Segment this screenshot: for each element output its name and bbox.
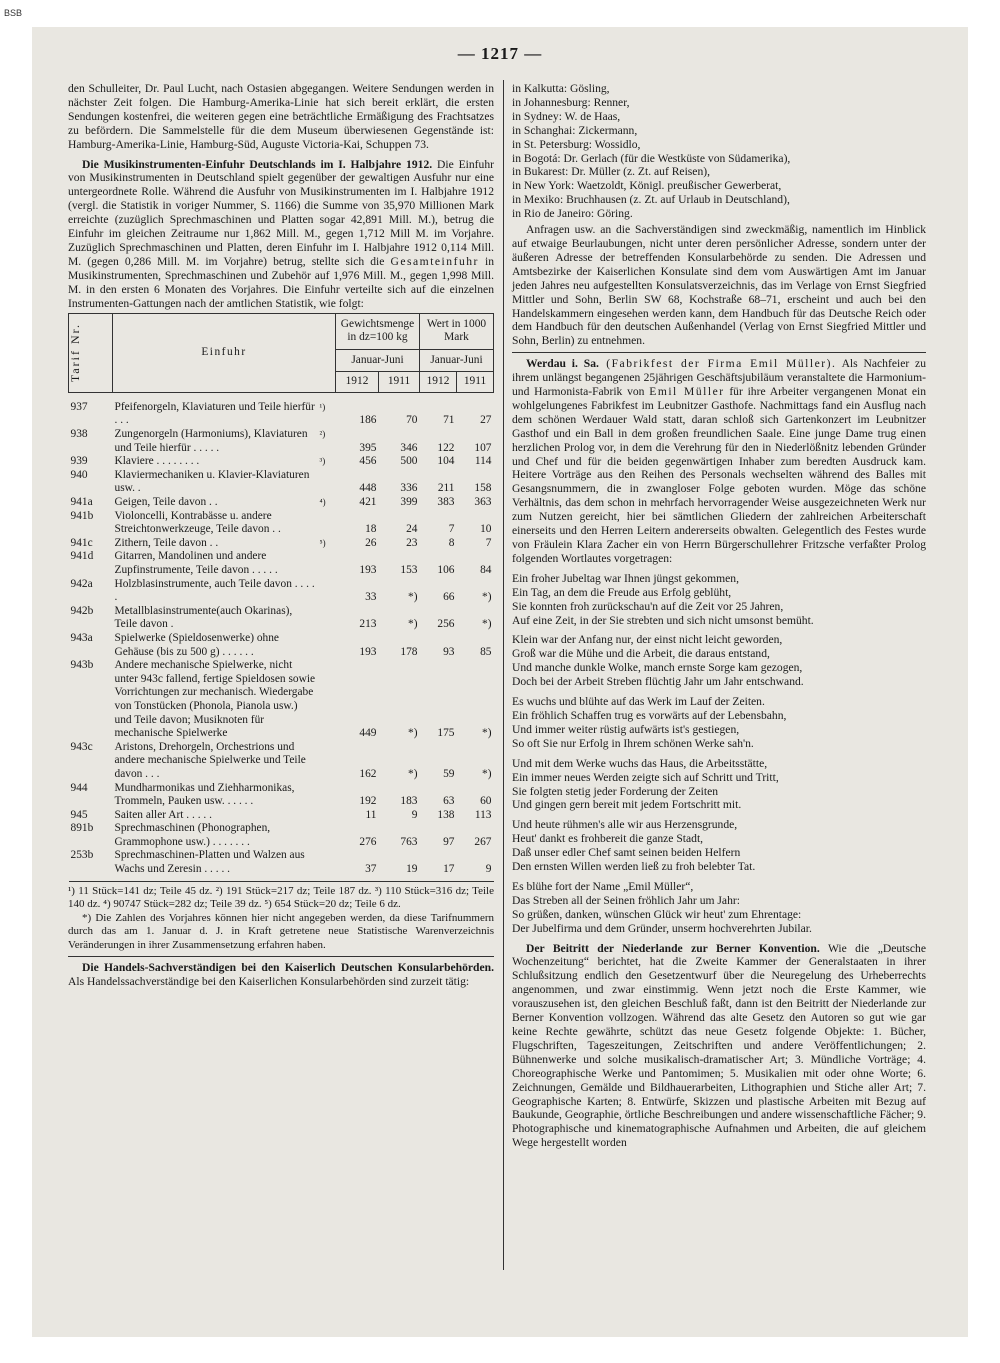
item-name: Klaviere . . . . . . . . — [114, 455, 200, 468]
item-name: Zungenorgeln (Harmoniums), Klaviaturen und Teile hierfür . . . . . — [114, 428, 308, 454]
poem-line: So grüßen, danken, wünschen Glück wir heut' zum Ehrentage: — [512, 907, 802, 921]
right-column — [512, 82, 926, 1150]
table-row — [69, 809, 494, 823]
einfuhr-text-a: Die Einfuhr von Musikinstrumenten in Deutschland spielt gegenüber der gewaltigen Ausfuhr nur eine untergeordnete Rolle. Während die Ausfuhr von Musikinstrumenten im I. Halbjahre 1912 (vergl. die Statistik in voriger Nummer, S. 1166) die Summe von 35,970 Millionen Mark erreichte (zuzüglich Sprechmaschinen und Platten sogar 42,891 Mill. M.), betrug die Einfuhr im gleichen Zeitraume nur 1,862 Mill. M., gegen 1,712 Mill M. im Vorjahre. Zuzüglich Sprechmaschinen und Platten, deren Einfuhr im I. Halbjahre 1912 0,114 Mill. M. (gegen 0,286 Mill. M. im Vorjahre) betrug, stellte sich die — [68, 157, 495, 268]
poem-line: Ein Tag, an dem die Freude aus Erfolg geblüht, — [512, 585, 732, 599]
anfragen-paragraph: Anfragen usw. an die Sachverständigen sind zweckmäßig, namentlich im Hinblick auf etwaige Beurlaubungen, nicht unter deren persönlicher Adresse, sondern unter der äußeren Adresse der betreffenden Konsularbehörde zu senden. Die Adressen und Amtsbezirke der Kaiserlichen Konsulate sind dem vom Auswärtigen Amt im Januar jeden Jahres neu aufgestellten Konsulatsverzeichnis, das im Verlage von Ernst Siegfried Mittler und Sohn, Berlin SW 68, Kochstraße 68–71, erscheint und auch bei den Handelskammern eingesehen werden kann, dem Handbuch für das Deutsche Reich oder dem Handbuch für den deutschen Außenhandel (Verlag von Ernst Siegfried Mittler und Sohn, Berlin) zu entnehmen. — [512, 223, 926, 348]
werdau-sub: (Fabrikfest der Firma Emil Müller). — [598, 357, 837, 371]
einfuhr-spaced: Gesamteinfuhr — [390, 254, 479, 268]
city-entry: in Mexiko: Bruchhausen (z. Zt. auf Urlaub in Deutschland), — [512, 193, 790, 207]
table-row — [69, 605, 494, 632]
poem-stanza — [512, 818, 926, 874]
table-row — [69, 782, 494, 809]
gewicht-1911: 763 — [400, 835, 418, 848]
gewicht-1911: 500 — [400, 455, 418, 468]
wert-1911: 267 — [474, 835, 492, 848]
museum-paragraph: den Schulleiter, Dr. Paul Lucht, nach Ostasien abgegangen. Weitere Sendungen werden in nächster Zeit folgen. Die Hamburg-Amerika-Linie hat sich bereit erklärt, die ersten Sendungen kostenfrei, die weiteren gegen eine beträchtliche Ermäßigung des Frachtsatzes zu befördern. Die Sammelstelle für die dem Museum überwiesenen Gegenstände ist: Hamburg-Amerika-Linie, Hamburg-Süd, Auguste Victoria-Kai, Schuppen 73. — [68, 82, 494, 151]
tarif-nr: 940 — [70, 468, 88, 481]
tarif-nr: 891b — [70, 822, 94, 835]
tarif-nr: 942a — [70, 577, 93, 590]
city-entry: in Schanghai: Zickermann, — [512, 123, 638, 137]
city-entry: in Johannesburg: Renner, — [512, 95, 630, 109]
table-row — [69, 469, 494, 496]
city-entry: in Bukarest: Dr. Müller (z. Zt. auf Reisen), — [512, 165, 711, 179]
gewicht-1911: 23 — [406, 536, 418, 549]
city-entry: in Bogotá: Dr. Gerlach (für die Westküste von Südamerika), — [512, 151, 791, 165]
poem-line: Und mit dem Werke wuchs das Haus, die Arbeitsstätte, — [512, 756, 768, 770]
table-row — [69, 392, 494, 428]
table-row — [69, 741, 494, 782]
table-row — [69, 659, 494, 741]
poem-line: Daß unser edler Chef samt seinen beiden Helfern — [512, 846, 741, 860]
gewicht-1911: 24 — [406, 523, 418, 536]
table-row — [69, 632, 494, 659]
berner-text: Wie die „Deutsche Wochenzeitung“ berichtet, hat die Zweite Kammer der Generalstaaten in ihrer Schlußsitzung endlich den Gesetzentwurf über die Neuregelung des Urheberrechts angenommen, und zwar einstimmig. Wenn jetzt noch die Erste Kammer, wie vorauszusehen ist, den gleichen Beschluß faßt, dann ist den Beitritt der Niederlande zur Berner Konvention vollzogen. Während das alte Gesetz den Autoren so gut wie gar keine Rechte gewährte, schützt das neue Gesetz folgende Objekte: 1. Bücher, Flugschriften, Tageszeitungen, Zeitschriften und andere Veröffentlichungen; 2. Bühnenwerke und solche musikalisch-dramatischer Art; 3. Mündliche Vorträge; 4. Choreographische Werke und Pantomimen; 5. Musikalien mit oder ohne Worte; 6. Zeichnungen, Gemälde und Bildhauerarbeiten, Lithographien und Stiche aller Art; 7. Geographische Karten; 8. Entwürfe, Skizzen und plastische Arbeiten mit Bezug auf Baukunde, Geographie, örtliche Beschreibungen und andere wissenschaftliche Fächer; 9. Photographische und kinematographische Aufnahmen und Arbeiten, die auf gleichem Wege hergestellt worden — [512, 941, 926, 1150]
wert-1911: 107 — [474, 441, 492, 454]
footnote-mark — [318, 632, 336, 659]
footnote-mark: ²) — [319, 429, 326, 440]
city-entry: in Kalkutta: Gösling, — [512, 82, 610, 95]
gewicht-1912: 213 — [359, 618, 377, 631]
tarif-nr: 941c — [70, 536, 93, 549]
footnote-mark: ¹) — [319, 401, 326, 412]
tarif-nr: 945 — [70, 808, 88, 821]
item-name: Sprechmaschinen (Phonographen, Grammophone usw.) . . . . . . . — [114, 822, 271, 848]
wert-1912: 71 — [443, 414, 455, 427]
gewicht-1911: 399 — [400, 496, 418, 509]
gewicht-1911: 178 — [400, 645, 418, 658]
table-row — [69, 849, 494, 881]
poem-line: Und gingen gern bereit mit jedem Fortschritt mit. — [512, 798, 742, 812]
footnote-mark — [318, 605, 336, 632]
tarif-nr: 941d — [70, 550, 94, 563]
gewicht-1911: 183 — [400, 795, 418, 808]
werdau-text-b: für ihre Arbeiter vergangenen Monat ein wohlgelungenes Fabrikfest im Leubnitzer Gasthofe. Nachmittags fand ein Ausflug nach dem schönen Werdauer Wald statt, daran schloß sich Gartenkonzert im Leubnitzer Gasthof und ein Ball in dem großen freundlichen Saale. Eine junge Dame trug einen herzlichen Prolog vor, in dem die Verehrung für den in Niederlößnitz lebenden Gründer und Chef und für die beiden gegenwärtigen Inhaber zum beredten Ausdruck kam. Heitere Vorträge aus den Reihen des Personals wechselten während des Balles mit Gesangsnummern, die in zwangloser Folge geboten wurden. Möge das schöne Verhältnis, das dem schon in mehrfach hervorragender Weise ausgezeichneten Werk nur zum Nutzen gereicht, hier bei sämtlichen Gliedern der zahlreichen Arbeiterschaft einerseits und den Herren Leitern andererseits obwalten. Gelegentlich des Festes wurde von Fräulein Klara Zacher ein von Herrn Bürgerschullehrer Fritzsche verfaßter Prolog folgenden Wortlautes vorgetragen: — [512, 385, 926, 565]
wert-1912: 104 — [437, 455, 455, 468]
poem-line: Doch bei der Arbeit Streben flüchtig Jahr um Jahr entschwand. — [512, 675, 804, 689]
city-entry: in Sydney: W. de Haas, — [512, 109, 621, 123]
footnote-mark — [318, 510, 336, 537]
wert-1911: 7 — [485, 536, 492, 549]
gewicht-1912: 193 — [359, 564, 377, 576]
item-name: Metallblasinstrumente(auch Okarinas), Teile davon . — [114, 604, 293, 631]
wert-1911: 114 — [474, 455, 492, 468]
werdau-paragraph — [512, 357, 926, 566]
city-entry: in St. Petersburg: Wossidlo, — [512, 137, 641, 151]
wert-1912: 17 — [420, 849, 457, 881]
table-row — [69, 550, 494, 577]
wert-1912: 7 — [448, 523, 455, 536]
item-name: Klaviermechaniken u. Klavier-Klaviaturen usw. . — [114, 468, 310, 495]
th-gewicht: Gewichtsmenge in dz=100 kg — [336, 313, 420, 349]
wert-1912: 66 — [443, 591, 455, 604]
import-table — [68, 313, 494, 882]
wert-1912: 97 — [443, 835, 455, 848]
wert-1912: 106 — [437, 564, 455, 576]
werdau-text-a: Als Nachfeier zu ihrem unlängst begangenen 25jährigen Geschäftsjubiläum veranstaltete die Harmonium- und Harmonista-Fabrik von — [512, 357, 926, 399]
item-name: Gitarren, Mandolinen und andere Zupfinstrumente, Teile davon . . . . . — [114, 550, 278, 576]
wert-1911: 84 — [480, 564, 492, 576]
tarif-nr: 937 — [70, 400, 88, 413]
handels-paragraph — [68, 961, 494, 989]
th-einfuhr: Einfuhr — [113, 313, 336, 392]
gewicht-1911: *) — [408, 767, 418, 780]
tarif-nr: 943a — [70, 631, 93, 644]
item-name: Spielwerke (Spieldosenwerke) ohne Gehäuse (bis zu 500 g) . . . . . . — [114, 631, 279, 658]
city-list — [512, 82, 926, 221]
tarif-nr: 938 — [70, 428, 88, 441]
gewicht-1912: 193 — [359, 645, 377, 658]
footnote-mark — [318, 741, 336, 782]
gewicht-1912: 162 — [359, 767, 377, 780]
handels-title: Die Handels-Sachverständigen bei den Kaiserlich Deutschen Konsularbehörden. — [82, 961, 494, 975]
gewicht-1911: 346 — [400, 441, 418, 454]
tarif-nr: 943b — [70, 659, 94, 672]
poem-line: Es wuchs und blühte auf das Werk im Lauf der Zeiten. — [512, 695, 765, 709]
poem-line: Der Jubelfirma und dem Gründer, unserm hochverehrten Jubilar. — [512, 921, 812, 935]
poem-stanza — [512, 757, 926, 813]
gewicht-1912: 37 — [336, 849, 379, 881]
item-name: Andere mechanische Spielwerke, nicht unter 943c fallend, fertige Spieldosen sowie Vorrichtungen zur mechanisch. Wiedergabe von Tonstücken (Phonola, Pianola usw.) und Teile davon; Musiknoten für mechanische Spielwerke — [114, 659, 316, 740]
handels-text: Als Handelssachverständige bei den Kaiserlichen Konsularbehörden sind zurzeit tätig: — [68, 975, 470, 989]
item-name: Violoncelli, Kontrabässe u. andere Streichtonwerkzeuge, Teile davon . . — [114, 509, 281, 536]
wert-1912: 8 — [448, 536, 455, 549]
wert-1911: 85 — [480, 645, 492, 658]
poem-line: Und immer weiter rüstig aufwärts ist's gestiegen, — [512, 722, 740, 736]
einfuhr-text-b: in Musikinstrumenten, Sprechmaschinen und Zubehör auf 1,976 Mill. M., gegen 1,998 Mill. M. in den ersten 6 Monaten des Vorjahres. Die Einfuhr verteilte sich auf die einzelnen Instrumenten-Gattungen nach der amtlichen Statistik, wie folgt: — [68, 254, 495, 310]
tarif-nr: 941a — [70, 496, 93, 509]
gewicht-1911: 153 — [400, 564, 418, 576]
item-name: Mundharmonikas und Ziehharmonikas, Trommeln, Pauken usw. . . . . . — [114, 781, 295, 808]
poem-line: Den ernsten Willen werden ließ zu froh belebter Tat. — [512, 860, 756, 874]
table-row — [69, 496, 494, 510]
tarif-nr: 944 — [70, 781, 88, 794]
poem-line: Und heute rühmen's alle wir aus Herzensgrunde, — [512, 818, 738, 832]
wert-1911: *) — [482, 727, 492, 740]
gewicht-1912: 449 — [359, 727, 377, 740]
berner-title: Der Beitritt der Niederlande zur Berner Konvention. — [526, 941, 820, 955]
werdau-title: Werdau i. Sa. — [526, 357, 599, 371]
einfuhr-paragraph — [68, 158, 494, 311]
poem-line: Heut' dankt es frohbereit die ganze Stadt, — [512, 832, 704, 846]
wert-1912: 122 — [437, 441, 455, 454]
th-period-w: Januar-Juni — [420, 349, 494, 372]
th-w-1911: 1911 — [457, 372, 494, 393]
poem-stanza — [512, 695, 926, 751]
table-row — [69, 537, 494, 551]
wert-1912: 59 — [443, 767, 455, 780]
poem-line: Ein froher Jubeltag war Ihnen jüngst gekommen, — [512, 571, 739, 585]
gewicht-1912: 18 — [365, 523, 377, 536]
item-name: Geigen, Teile davon . . — [114, 496, 218, 509]
gewicht-1911: 9 — [411, 808, 418, 821]
gewicht-1911: 19 — [379, 849, 420, 881]
footnotes: ¹) 11 Stück=141 dz; Teile 45 dz. ²) 191 Stück=217 dz; Teile 187 dz. ³) 110 Stück=316 dz; Teile 140 dz. ⁴) 90747 Stück=282 dz; Teile 39 dz. ⁵) 654 Stück=20 dz; Teile 6 dz. — [68, 884, 494, 911]
werdau-name: Emil Müller — [649, 385, 725, 399]
tarif-nr: 942b — [70, 604, 94, 617]
tarif-nr: 939 — [70, 455, 88, 468]
table-row — [69, 822, 494, 849]
poem-stanza — [512, 633, 926, 689]
gewicht-1912: 421 — [359, 496, 377, 509]
wert-1911: 9 — [457, 849, 494, 881]
th-w-1912: 1912 — [420, 372, 457, 393]
wert-1911: 60 — [480, 795, 492, 808]
poem-line: Groß war die Mühe und die Arbeit, die daraus entstand, — [512, 647, 770, 661]
footnote-mark — [318, 578, 336, 605]
wert-1912: 138 — [437, 808, 455, 821]
page-number: — 1217 — — [457, 44, 543, 63]
library-mark: BSB — [4, 8, 23, 18]
poem-line: Ein fröhlich Schaffen trug es vorwärts auf der Lebensbahn, — [512, 708, 787, 722]
poem-line: So oft Sie nur Erfolg in Ihrem schönen Werke sah'n. — [512, 736, 754, 750]
footnote-mark — [318, 849, 336, 881]
gewicht-1912: 192 — [359, 795, 377, 808]
footnote-mark — [318, 550, 336, 577]
gewicht-1912: 276 — [359, 835, 377, 848]
wert-1911: 158 — [474, 482, 492, 495]
prolog-poem — [512, 572, 926, 936]
wert-1912: 63 — [443, 795, 455, 808]
th-period-g: Januar-Juni — [336, 349, 420, 372]
footnote-mark: ⁴) — [319, 497, 326, 508]
wert-1912: 256 — [437, 618, 455, 631]
footnote-star: *) Die Zahlen des Vorjahres können hier nicht angegeben werden, da diese Tarifnummern durch das am 1. Januar d. J. in Kraft getretene neue Statistische Warenverzeichnis Veränderungen in ihrer Zusammensetzung erfahren haben. — [68, 911, 494, 951]
th-g-1912: 1912 — [336, 372, 379, 393]
poem-line: Und manche dunkle Wolke, manch ernste Sorge kam gezogen, — [512, 661, 803, 675]
footnote-mark — [318, 469, 336, 496]
wert-1911: *) — [482, 618, 492, 631]
wert-1912: 211 — [437, 482, 455, 495]
footnote-mark — [318, 822, 336, 849]
table-row — [69, 578, 494, 605]
item-name: Pfeifenorgeln, Klaviaturen und Teile hierfür . . . — [114, 400, 315, 427]
gewicht-1912: 456 — [359, 455, 377, 468]
item-name: Holzblasinstrumente, auch Teile davon . . . . . — [114, 577, 315, 604]
city-entry: in Rio de Janeiro: Göring. — [512, 207, 633, 221]
poem-line: Das Streben all der Seinen fröhlich Jahr um Jahr: — [512, 893, 740, 907]
wert-1912: 383 — [437, 496, 455, 509]
tarif-nr: 253b — [69, 849, 113, 881]
wert-1911: 27 — [480, 414, 492, 427]
table-row — [69, 455, 494, 469]
wert-1912: 175 — [437, 727, 455, 740]
item-name: Aristons, Drehorgeln, Orchestrions und andere mechanische Spielwerke und Teile davon . . . — [114, 740, 306, 780]
poem-line: Ein immer neues Werden zeigte sich auf Schritt und Tritt, — [512, 770, 779, 784]
gewicht-1911: *) — [408, 591, 418, 604]
item-name: Saiten aller Art . . . . . — [114, 808, 212, 821]
poem-stanza — [512, 880, 926, 936]
left-column — [68, 82, 494, 989]
footnote-mark: ³) — [319, 456, 326, 467]
poem-line: Es blühe fort der Name „Emil Müller“, — [512, 879, 694, 893]
tarif-nr: 943c — [70, 740, 93, 753]
gewicht-1912: 448 — [359, 482, 377, 495]
table-row — [69, 428, 494, 455]
gewicht-1911: 70 — [406, 414, 418, 427]
wert-1911: 10 — [480, 523, 492, 536]
footnote-mark: ⁵) — [319, 537, 326, 548]
gewicht-1912: 186 — [359, 414, 377, 427]
gewicht-1912: 26 — [365, 536, 377, 549]
gewicht-1911: *) — [408, 618, 418, 631]
tarif-nr: 941b — [70, 509, 94, 522]
section-rule — [68, 956, 494, 957]
section-rule-2 — [512, 352, 926, 353]
poem-line: Klein war der Anfang nur, der einst nicht leicht geworden, — [512, 633, 783, 647]
einfuhr-title: Die Musikinstrumenten-Einfuhr Deutschlands im I. Halbjahre 1912. — [82, 157, 433, 171]
column-divider — [503, 80, 504, 1270]
item-name: Zithern, Teile davon . . — [114, 536, 219, 549]
wert-1911: 113 — [474, 808, 492, 821]
th-g-1911: 1911 — [379, 372, 420, 393]
wert-1911: *) — [482, 767, 492, 780]
wert-1911: 363 — [474, 496, 492, 509]
poem-line: Auf eine Zeit, in der Sie strebten und sich nicht umsonst bemüht. — [512, 613, 814, 627]
gewicht-1912: 33 — [365, 591, 377, 604]
poem-stanza — [512, 572, 926, 628]
wert-1912: 93 — [443, 645, 455, 658]
gewicht-1911: *) — [408, 727, 418, 740]
poem-line: Sie konnten froh zurückschau'n auf die Zeit vor 25 Jahren, — [512, 599, 784, 613]
footnote-mark — [318, 659, 336, 741]
poem-line: Sie folgten stetig jeder Forderung der Zeiten — [512, 784, 719, 798]
gewicht-1912: 11 — [365, 808, 377, 821]
th-tarif: Tarif Nr. — [69, 313, 113, 392]
city-entry: in New York: Waetzoldt, Königl. preußischer Gewerberat, — [512, 179, 782, 193]
footnote-mark — [318, 809, 336, 823]
th-wert: Wert in 1000 Mark — [420, 313, 494, 349]
wert-1911: *) — [482, 591, 492, 604]
footnote-mark — [318, 782, 336, 809]
table-row — [69, 510, 494, 537]
berner-paragraph — [512, 942, 926, 1151]
gewicht-1912: 395 — [359, 441, 377, 454]
gewicht-1911: 336 — [400, 482, 418, 495]
item-name: Sprechmaschinen-Platten und Walzen aus Wachs und Zeresin . . . . . — [113, 849, 318, 881]
